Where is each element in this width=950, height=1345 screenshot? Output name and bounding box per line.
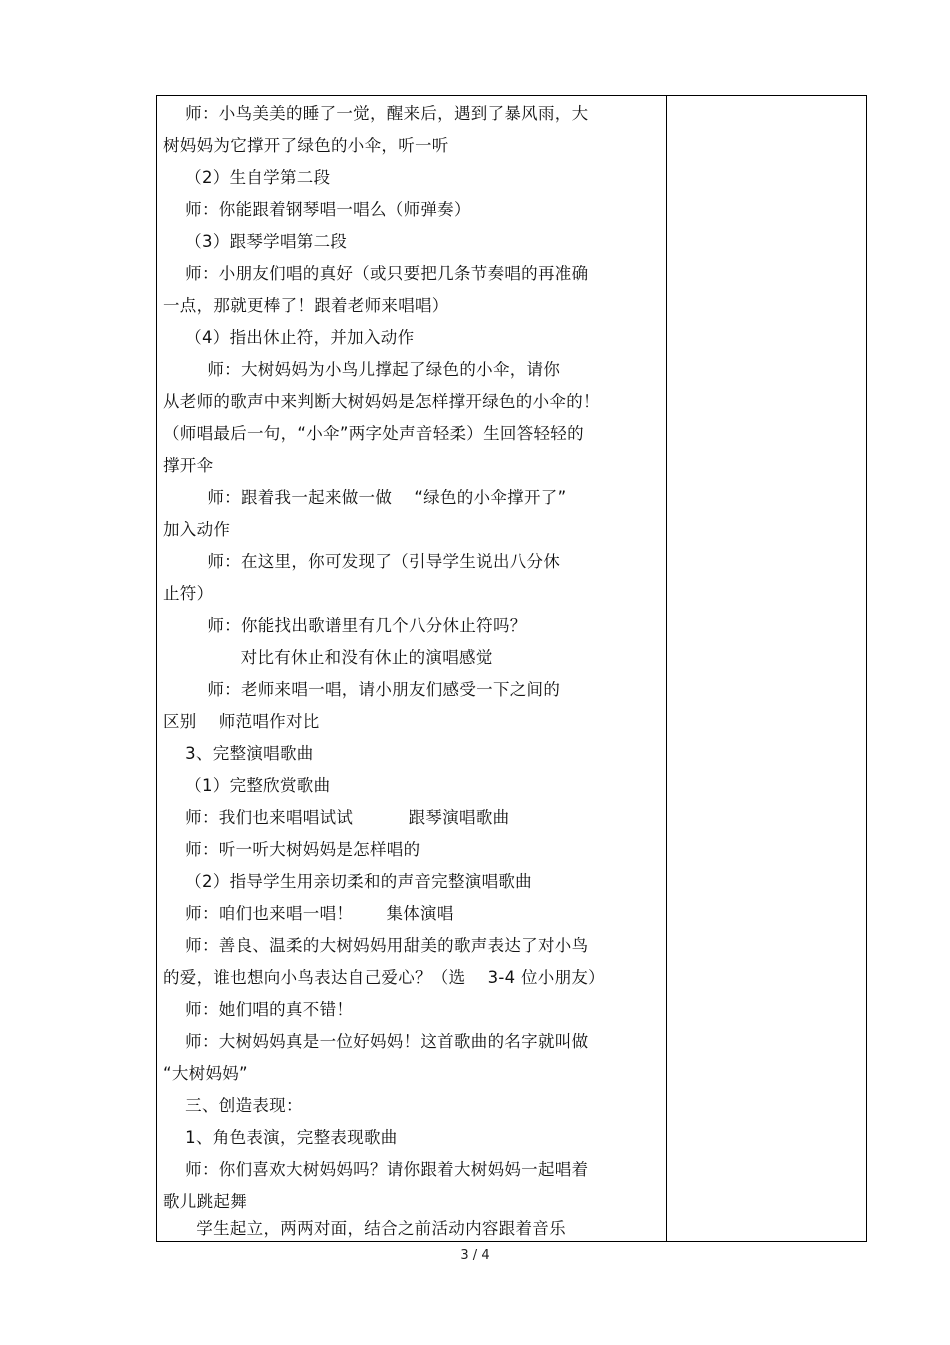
text-line: （3）跟琴学唱第二段 (163, 232, 348, 251)
text-line: 1、角色表演，完整表现歌曲 (163, 1128, 398, 1147)
text-line: 师：大树妈妈为小鸟儿撑起了绿色的小伞，请你 (163, 360, 561, 379)
text-line: 师：小鸟美美的睡了一觉，醒来后，遇到了暴风雨，大 (163, 104, 589, 123)
text-line: 止符） (163, 584, 214, 603)
text-line: （4）指出休止符，并加入动作 (163, 328, 415, 347)
text-line: 师：善良、温柔的大树妈妈用甜美的歌声表达了对小鸟 (163, 936, 589, 955)
text-line: 加入动作 (163, 520, 231, 539)
text-line: 师：听一听大树妈妈是怎样唱的 (163, 840, 421, 859)
text-line: 撑开伞 (163, 456, 214, 475)
page-number: 3 / 4 (460, 1248, 490, 1263)
text-line: 对比有休止和没有休止的演唱感觉 (163, 648, 493, 667)
column-divider (666, 95, 667, 1242)
text-line: 师：她们唱的真不错！ (163, 1000, 354, 1019)
text-line: 师：跟着我一起来做一做 “绿色的小伞撑开了” (163, 488, 567, 507)
text-line: 的爱，谁也想向小鸟表达自己爱心？（选 3-4 位小朋友） (163, 968, 605, 987)
text-line: 区别 师范唱作对比 (163, 712, 320, 731)
text-line: 师：我们也来唱唱试试 跟琴演唱歌曲 (163, 808, 510, 827)
text-line: 师：你能跟着钢琴唱一唱么（师弹奏） (163, 200, 471, 219)
text-line: 师：你能找出歌谱里有几个八分休止符吗？ (163, 616, 527, 635)
text-line: “大树妈妈” (163, 1064, 248, 1083)
text-line: （2）指导学生用亲切柔和的声音完整演唱歌曲 (163, 872, 532, 891)
text-line: （1）完整欣赏歌曲 (163, 776, 331, 795)
text-line: 歌儿跳起舞 (163, 1192, 247, 1211)
text-line: 师：咱们也来唱一唱！ 集体演唱 (163, 904, 454, 923)
text-line: 树妈妈为它撑开了绿色的小伞，听一听 (163, 136, 449, 155)
text-line: 师：在这里，你可发现了（引导学生说出八分休 (163, 552, 561, 571)
text-line: 师：你们喜欢大树妈妈吗？请你跟着大树妈妈一起唱着 (163, 1160, 589, 1179)
text-line: （2）生自学第二段 (163, 168, 331, 187)
text-line: 一点，那就更棒了！跟着老师来唱唱） (163, 296, 449, 315)
text-line: 师：大树妈妈真是一位好妈妈！这首歌曲的名字就叫做 (163, 1032, 589, 1051)
text-line: 学生起立，两两对面，结合之前活动内容跟着音乐 (163, 1219, 566, 1238)
text-line: 从老师的歌声中来判断大树妈妈是怎样撑开绿色的小伞的！ (163, 392, 600, 411)
text-line: 三、创造表现： (163, 1096, 303, 1115)
text-line: 师：小朋友们唱的真好（或只要把几条节奏唱的再准确 (163, 264, 589, 283)
text-line: （师唱最后一句，“小伞”两字处声音轻柔）生回答轻轻的 (163, 424, 584, 443)
notes-cell (668, 96, 865, 1241)
text-line: 师：老师来唱一唱，请小朋友们感受一下之间的 (163, 680, 561, 699)
text-line: 3、完整演唱歌曲 (163, 744, 314, 763)
